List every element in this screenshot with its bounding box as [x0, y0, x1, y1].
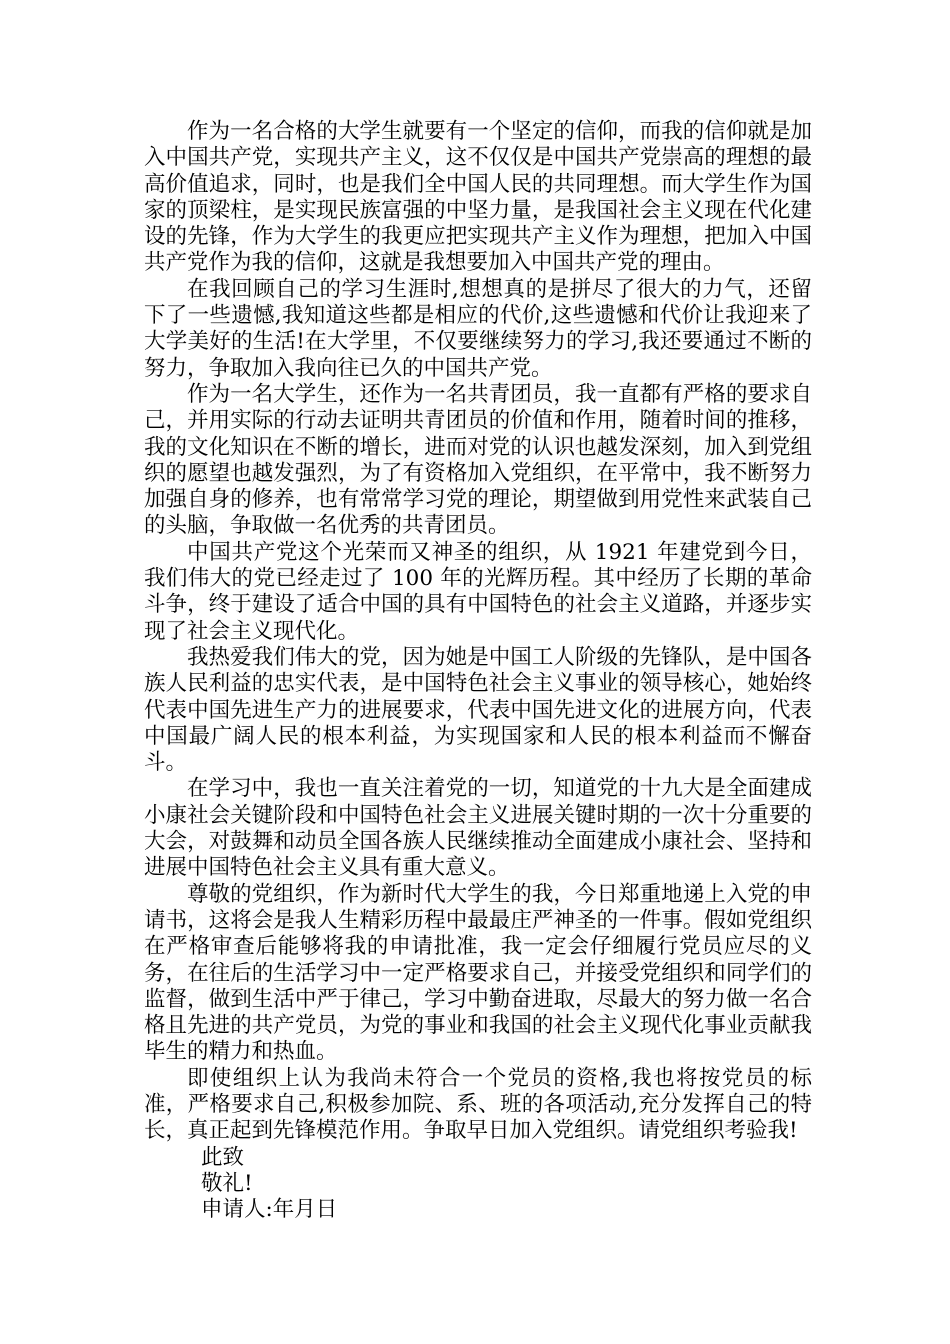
closing-salutation: 此致	[201, 1144, 245, 1170]
paragraph-2: 在我回顾自己的学习生涯时,想想真的是拼尽了很大的力气，还留下了一些遗憾,我知道这些都是相应的代价,这些遗憾和代价让我迎来了大学美好的生活!在大学里，不仅要继续努力的学习,我还要通过不断的努力，争取加入我向往已久的中国共产党。	[144, 276, 812, 381]
paragraph-6: 在学习中，我也一直关注着党的一切，知道党的十九大是全面建成小康社会关键阶段和中国特色社会主义进展关键时期的一次十分重要的大会，对鼓舞和动员全国各族人民继续推动全面建成小康社会、坚持和进展中国特色社会主义具有重大意义。	[144, 776, 812, 881]
paragraph-4: 中国共产党这个光荣而又神圣的组织，从 1921 年建党到今日，我们伟大的党已经走过了 100 年的光辉历程。其中经历了长期的革命斗争，终于建设了适合中国的具有中国特色的社会主义道路，并逐步实现了社会主义现代化。	[144, 539, 812, 644]
applicant-signature-date: 申请人:年月日	[201, 1197, 338, 1223]
paragraph-1: 作为一名合格的大学生就要有一个坚定的信仰，而我的信仰就是加入中国共产党，实现共产主义，这不仅仅是中国共产党崇高的理想的最高价值追求，同时，也是我们全中国人民的共同理想。而大学生作为国家的顶梁柱，是实现民族富强的中坚力量，是我国社会主义现在代化建设的先锋，作为大学生的我更应把实现共产主义作为理想，把加入中国共产党作为我的信仰，这就是我想要加入中国共产党的理由。	[144, 119, 812, 276]
paragraph-7: 尊敬的党组织，作为新时代大学生的我，今日郑重地递上入党的申请书，这将会是我人生精彩历程中最最庄严神圣的一件事。假如党组织在严格审查后能够将我的申请批准，我一定会仔细履行党员应尽的义务，在往后的生活学习中一定严格要求自己，并接受党组织和同学们的监督，做到生活中严于律己，学习中勤奋进取，尽最大的努力做一名合格且先进的共产党员，为党的事业和我国的社会主义现代化事业贡献我毕生的精力和热血。	[144, 881, 812, 1065]
letter-body	[144, 119, 812, 1223]
paragraph-3: 作为一名大学生，还作为一名共青团员，我一直都有严格的要求自己，并用实际的行动去证明共青团员的价值和作用，随着时间的推移，我的文化知识在不断的增长，进而对党的认识也越发深刻，加入到党组织的愿望也越发强烈，为了有资格加入党组织，在平常中，我不断努力加强自身的修养，也有常常学习党的理论，期望做到用党性来武装自己的头脑，争取做一名优秀的共青团员。	[144, 381, 812, 539]
paragraph-8: 即使组织上认为我尚未符合一个党员的资格,我也将按党员的标准，严格要求自己,积极参加院、系、班的各项活动,充分发挥自己的特长，真正起到先锋模范作用。争取早日加入党组织。请党组织考验我!	[144, 1065, 812, 1144]
paragraph-5: 我热爱我们伟大的党，因为她是中国工人阶级的先锋队，是中国各族人民利益的忠实代表，是中国特色社会主义事业的领导核心，她始终代表中国先进生产力的进展要求，代表中国先进文化的进展方向，代表中国最广阔人民的根本利益，为实现国家和人民的根本利益而不懈奋斗。	[144, 644, 812, 776]
closing-regards: 敬礼!	[201, 1170, 253, 1196]
